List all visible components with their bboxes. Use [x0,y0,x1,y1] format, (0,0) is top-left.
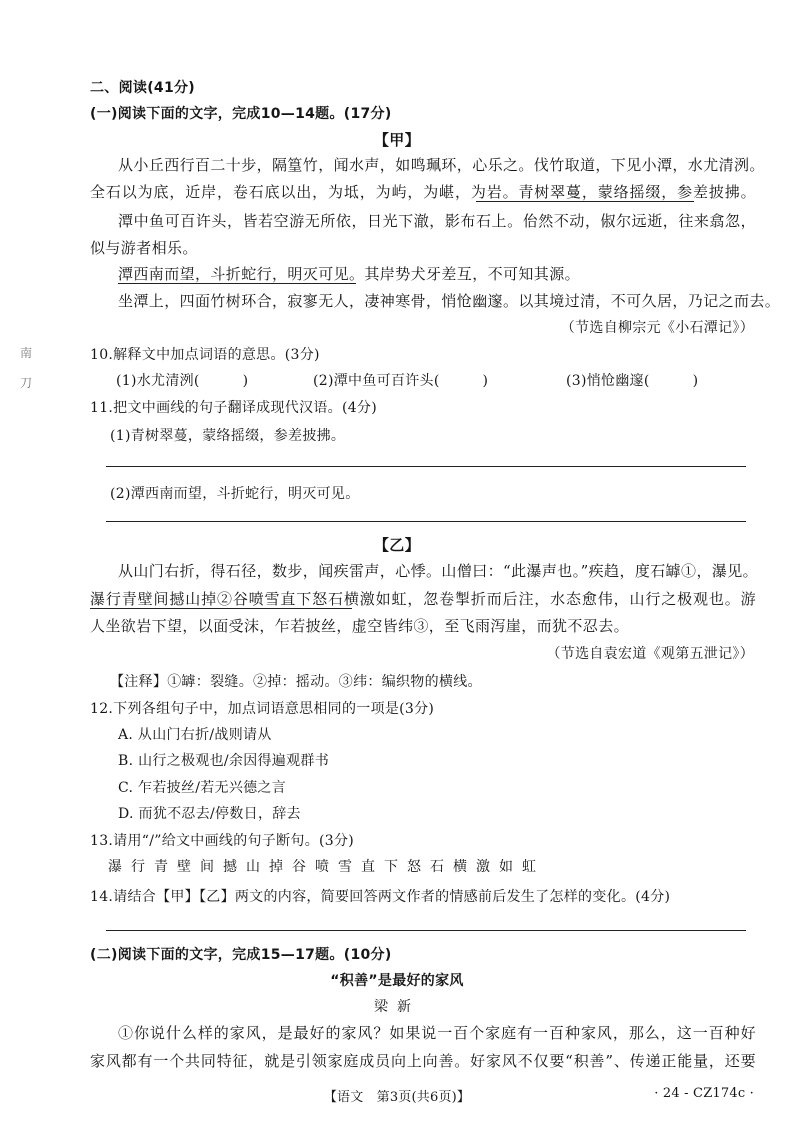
q10-item: (2)潭中鱼可百许头( ) [313,373,489,389]
q12-option: D. 而犹不忍去/停数日，辞去 [118,806,301,822]
answer-line [106,930,746,931]
article-title: “积善”是最好的家风 [330,973,464,989]
q13-sentence: 瀑行青壁间撼山掉谷喷雪直下怒石横激如虹 [108,859,545,875]
q11-sentence-2: (2)潭西南而望，斗折蛇行，明灭可见。 [110,486,360,502]
q13-stem: 13.请用“/”给文中画线的句子断句。(3分) [90,833,355,849]
underline-a1 [476,201,694,202]
page-footer: 【语文 第3页(共6页)】 [323,1090,471,1105]
margin-mark: 南 [20,346,33,360]
section-header: 二、阅读(41分) [90,80,195,96]
part1-instruction: (一)阅读下面的文字，完成10—14题。(17分) [90,106,392,122]
margin-mark: 刀 [20,376,33,390]
q12-stem: 12.下列各组句子中，加点词语意思相同的一项是(3分) [90,701,435,717]
exam-code: · 24 - CZ174c · [654,1086,754,1101]
article-line: 家风都有一个共同特征，就是引领家庭成员向上向善。好家风不仅要“积善”、传递正能量，还要 [90,1052,756,1070]
text-b-line: 人坐欲岩下望，以面受沫，乍若披丝，虚空皆纬③，至飞雨泻崖，而犹不忍去。 [90,617,630,635]
q10-item: (3)悄怆幽邃( ) [566,373,699,389]
q12-option: C. 乍若披丝/若无兴德之言 [118,780,287,796]
text-a-line: 潭西南而望，斗折蛇行，明灭可见。其岸势犬牙差互，不可知其源。 [118,265,581,283]
part2-instruction: (二)阅读下面的文字，完成15—17题。(10分) [90,947,392,963]
article-author: 梁新 [374,999,420,1015]
text-b-notes: 【注释】①罅：裂缝。②掉：摇动。③纬：编织物的横线。 [110,674,482,690]
text-b-label: 【乙】 [373,536,421,554]
article-line: ①你说什么样的家风，是最好的家风？如果说一百个家庭有一百种家风，那么，这一百种好 [118,1024,756,1042]
text-a-line: 似与游者相乐。 [90,239,198,257]
text-b-line: 从山门右折，得石径，数步，闻疾雷声，心悸。山僧曰：“此瀑声也。”疾趋，度石罅①，瀑见。 [118,562,759,580]
text-a-line: 潭中鱼可百许头，皆若空游无所依，日光下澈，影布石上。佁然不动，俶尔远逝，往来翕忽， [118,212,756,230]
q11-stem: 11.把文中画线的句子翻译成现代汉语。(4分) [90,400,377,416]
answer-line [106,521,746,522]
q14-stem: 14.请结合【甲】【乙】两文的内容，简要回答两文作者的情感前后发生了怎样的变化。(4分) [90,889,671,905]
text-a-line: 坐潭上，四面竹树环合，寂寥无人，凄神寒骨，悄怆幽邃。以其境过清，不可久居，乃记之而去。 [118,292,781,310]
text-a-label: 【甲】 [373,131,421,149]
text-b-source: （节选自袁宏道《观第五泄记》） [546,646,754,662]
underline-b1 [90,608,352,609]
text-a-line: 从小丘西行百二十步，隔篁竹，闻水声，如鸣珮环，心乐之。伐竹取道，下见小潭，水尤清洌。 [118,156,765,174]
q11-sentence-1: (1)青树翠蔓，蒙络摇缀，参差披拂。 [110,428,346,444]
text-a-line: 全石以为底，近岸，卷石底以出，为坻，为屿，为嵁，为岩。青树翠蔓，蒙络摇缀，参差披拂。 [90,183,756,201]
answer-line [106,466,746,467]
text-b-line: 瀑行青壁间撼山掉②谷喷雪直下怒石横激如虹，忽卷掣折而后注，水态愈伟，山行之极观也。游 [90,590,756,608]
q12-option: A. 从山门右折/战则请从 [118,727,272,743]
q10-item: (1)水尤清洌( ) [116,373,249,389]
q10-stem: 10.解释文中加点词语的意思。(3分) [90,347,320,363]
q12-option: B. 山行之极观也/余因得遍观群书 [118,753,330,769]
text-a-source: （节选自柳宗元《小石潭记》） [560,320,754,336]
underline-a2 [118,283,356,284]
